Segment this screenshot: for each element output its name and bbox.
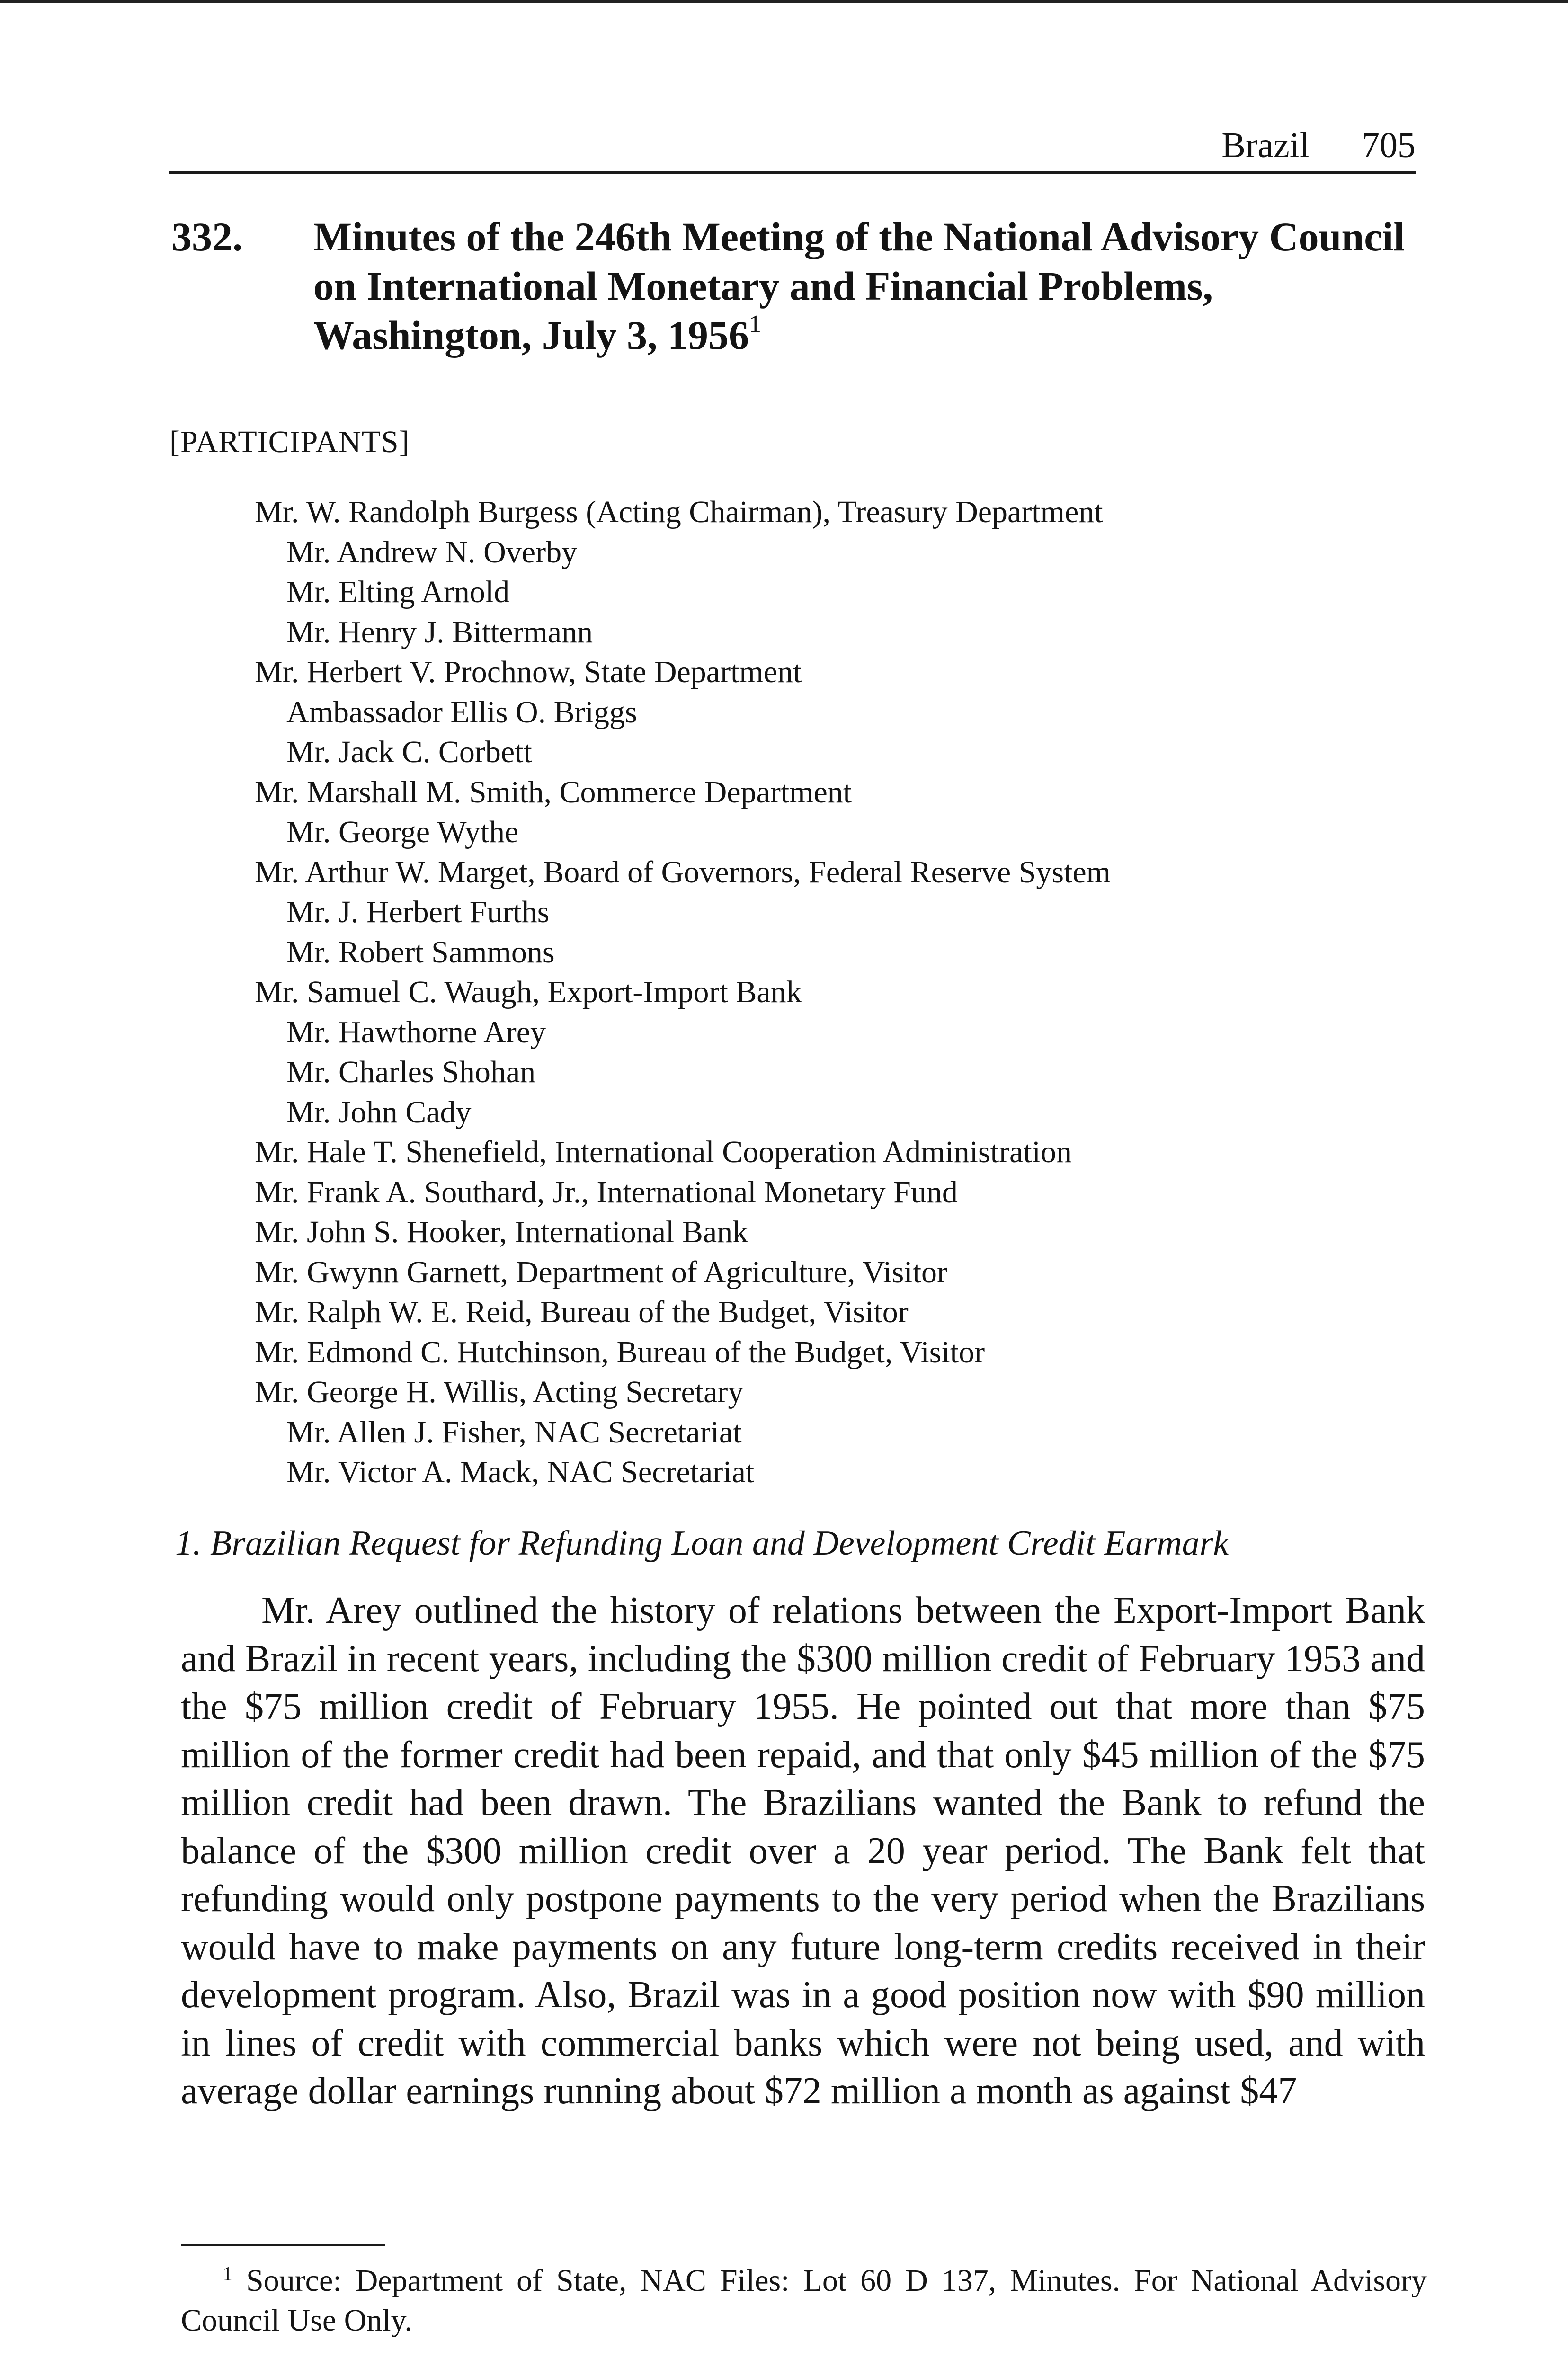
participant-entry: Mr. Marshall M. Smith, Commerce Department: [255, 774, 852, 810]
participant-entry: Mr. Andrew N. Overby: [286, 534, 578, 570]
footnote-reference: 1: [748, 311, 761, 338]
participant-entry: Mr. W. Randolph Burgess (Acting Chairman), Treasury Department: [255, 495, 1103, 529]
participant-entry: Mr. Jack C. Corbett: [286, 735, 532, 769]
page-number: 705: [1362, 125, 1416, 165]
participant-entry: Mr. Samuel C. Waugh, Export-Import Bank: [255, 975, 802, 1009]
body-paragraph: Mr. Arey outlined the history of relations between the Export-Import Bank and Brazil in recent years, including the $300 million credit of February 1953 and the $75 million credit of February 1955. He pointed out that more than $75 million of the former credit had been repaid, and that only $45 million of the $75 million credit had been drawn. The Brazilians wanted the Bank to refund the balance of the $300 million credit over a 20 year period. The Bank felt that refunding would only postpone payments to the very period when the Brazilians would have to make payments on any future long-term credits received in their development program. Also, Brazil was in a good position now with $90 million in lines of credit with commercial banks which were not being used, and with average dollar earnings running about $72 million a month as against $47: [181, 1590, 1425, 2112]
running-head-title: Brazil: [1221, 125, 1310, 165]
participant-entry: Mr. John S. Hooker, International Bank: [255, 1215, 748, 1249]
participant-entry: Mr. Hale T. Shenefield, International Cooperation Administration: [255, 1135, 1072, 1169]
footnote: [181, 2261, 1427, 2340]
participant-entry: Mr. Allen J. Fisher, NAC Secretariat: [286, 1415, 742, 1450]
document-title: [313, 212, 1417, 360]
participant-entry: Mr. Robert Sammons: [286, 934, 555, 970]
participant-entry: Mr. Victor A. Mack, NAC Secretariat: [286, 1455, 755, 1489]
participant-entry: Mr. Hawthorne Arey: [286, 1014, 546, 1050]
participant-entry: Mr. George H. Willis, Acting Secretary: [255, 1375, 744, 1409]
top-border-rule: [0, 0, 1568, 3]
participant-entry: Mr. Henry J. Bittermann: [286, 614, 593, 650]
document-title-text: Minutes of the 246th Meeting of the National Advisory Council on International Monetary and Financial Problems, Washington, July 3, 1956: [313, 214, 1405, 358]
footnote-rule: [181, 2244, 385, 2246]
participant-entry: Mr. Edmond C. Hutchinson, Bureau of the Budget, Visitor: [255, 1335, 985, 1370]
section-heading: 1. Brazilian Request for Refunding Loan and Development Credit Earmark: [175, 1524, 1229, 1563]
participant-entry: Ambassador Ellis O. Briggs: [286, 694, 637, 730]
header-rule: [169, 171, 1416, 174]
participant-entry: Mr. Ralph W. E. Reid, Bureau of the Budget, Visitor: [255, 1295, 909, 1329]
participants-list: [0, 492, 1568, 1493]
participant-entry: Mr. John Cady: [286, 1095, 472, 1130]
participant-entry: Mr. Elting Arnold: [286, 575, 510, 609]
participant-entry: Mr. Charles Shohan: [286, 1055, 536, 1089]
participant-entry: Mr. Herbert V. Prochnow, State Department: [255, 655, 802, 689]
participant-entry: Mr. Frank A. Southard, Jr., International Monetary Fund: [255, 1175, 958, 1210]
participant-entry: Mr. J. Herbert Furths: [286, 895, 550, 929]
document-number: 332.: [171, 214, 243, 259]
participant-entry: Mr. George Wythe: [286, 815, 519, 849]
running-head: [1174, 124, 1416, 167]
footnote-text: Source: Department of State, NAC Files: Lot 60 D 137, Minutes. For National Advisory Council Use Only.: [181, 2263, 1427, 2338]
footnote-marker: 1: [223, 2263, 232, 2285]
participant-entry: Mr. Arthur W. Marget, Board of Governors, Federal Reserve System: [255, 854, 1111, 890]
participants-heading: [PARTICIPANTS]: [169, 425, 410, 459]
participant-entry: Mr. Gwynn Garnett, Department of Agriculture, Visitor: [255, 1255, 948, 1290]
